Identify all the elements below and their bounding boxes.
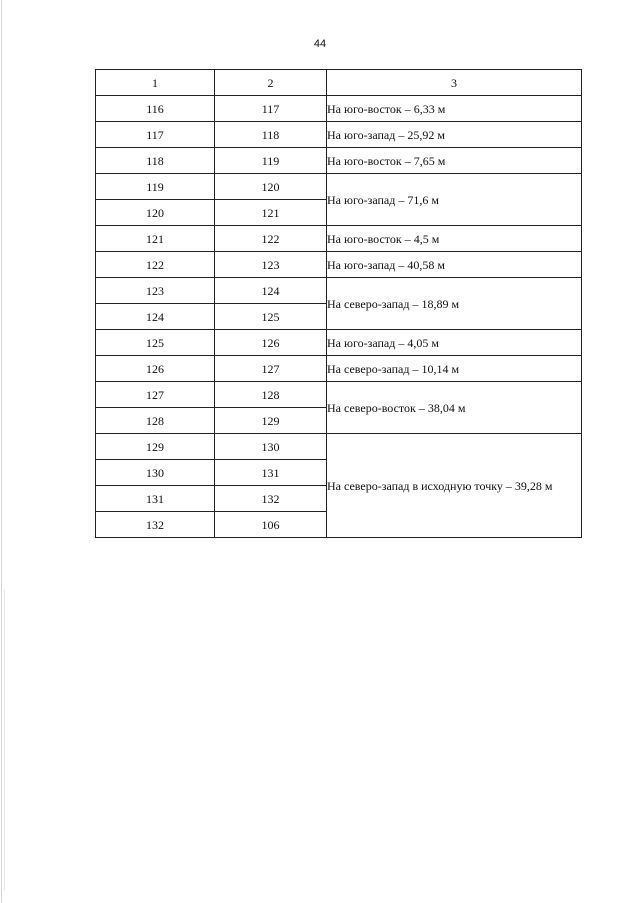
from-point: 132 xyxy=(96,512,215,538)
direction-cell: На северо-восток – 38,04 м xyxy=(327,382,582,434)
to-point: 132 xyxy=(215,486,327,512)
direction-cell: На юго-запад – 40,58 м xyxy=(327,252,582,278)
from-point: 126 xyxy=(96,356,215,382)
from-point: 119 xyxy=(96,174,215,200)
direction-cell: На юго-восток – 6,33 м xyxy=(327,96,582,122)
boundary-table xyxy=(95,69,582,538)
from-point: 123 xyxy=(96,278,215,304)
to-point: 118 xyxy=(215,122,327,148)
direction-cell: На северо-запад – 18,89 м xyxy=(327,278,582,330)
direction-cell: На северо-запад – 10,14 м xyxy=(327,356,582,382)
table-row xyxy=(96,356,582,382)
to-point: 130 xyxy=(215,434,327,460)
from-point: 122 xyxy=(96,252,215,278)
table-row xyxy=(96,252,582,278)
direction-cell: На юго-запад – 4,05 м xyxy=(327,330,582,356)
direction-cell: На юго-восток – 4,5 м xyxy=(327,226,582,252)
table-row xyxy=(96,226,582,252)
table-row xyxy=(96,330,582,356)
to-point: 126 xyxy=(215,330,327,356)
column-header: 1 xyxy=(96,70,215,96)
page-number: 44 xyxy=(313,38,327,50)
from-point: 131 xyxy=(96,486,215,512)
to-point: 129 xyxy=(215,408,327,434)
to-point: 122 xyxy=(215,226,327,252)
table-row xyxy=(96,382,582,408)
to-point: 117 xyxy=(215,96,327,122)
from-point: 116 xyxy=(96,96,215,122)
to-point: 123 xyxy=(215,252,327,278)
to-point: 127 xyxy=(215,356,327,382)
from-point: 118 xyxy=(96,148,215,174)
from-point: 121 xyxy=(96,226,215,252)
from-point: 120 xyxy=(96,200,215,226)
direction-cell: На юго-восток – 7,65 м xyxy=(327,148,582,174)
from-point: 129 xyxy=(96,434,215,460)
to-point: 128 xyxy=(215,382,327,408)
table-row xyxy=(96,434,582,460)
direction-cell: На юго-запад – 71,6 м xyxy=(327,174,582,226)
from-point: 128 xyxy=(96,408,215,434)
direction-cell: На северо-запад в исходную точку – 39,28 м xyxy=(327,434,582,538)
table-row xyxy=(96,174,582,200)
to-point: 106 xyxy=(215,512,327,538)
to-point: 119 xyxy=(215,148,327,174)
table-row xyxy=(96,96,582,122)
to-point: 125 xyxy=(215,304,327,330)
to-point: 124 xyxy=(215,278,327,304)
to-point: 120 xyxy=(215,174,327,200)
column-header: 3 xyxy=(327,70,582,96)
table-row xyxy=(96,122,582,148)
table-row xyxy=(96,278,582,304)
direction-cell: На юго-запад – 25,92 м xyxy=(327,122,582,148)
from-point: 127 xyxy=(96,382,215,408)
table-row xyxy=(96,148,582,174)
to-point: 131 xyxy=(215,460,327,486)
from-point: 125 xyxy=(96,330,215,356)
column-header: 2 xyxy=(215,70,327,96)
from-point: 124 xyxy=(96,304,215,330)
scan-edge-line xyxy=(4,590,5,890)
from-point: 117 xyxy=(96,122,215,148)
table-header-row xyxy=(96,70,582,96)
from-point: 130 xyxy=(96,460,215,486)
scan-edge-line xyxy=(1,0,2,903)
to-point: 121 xyxy=(215,200,327,226)
